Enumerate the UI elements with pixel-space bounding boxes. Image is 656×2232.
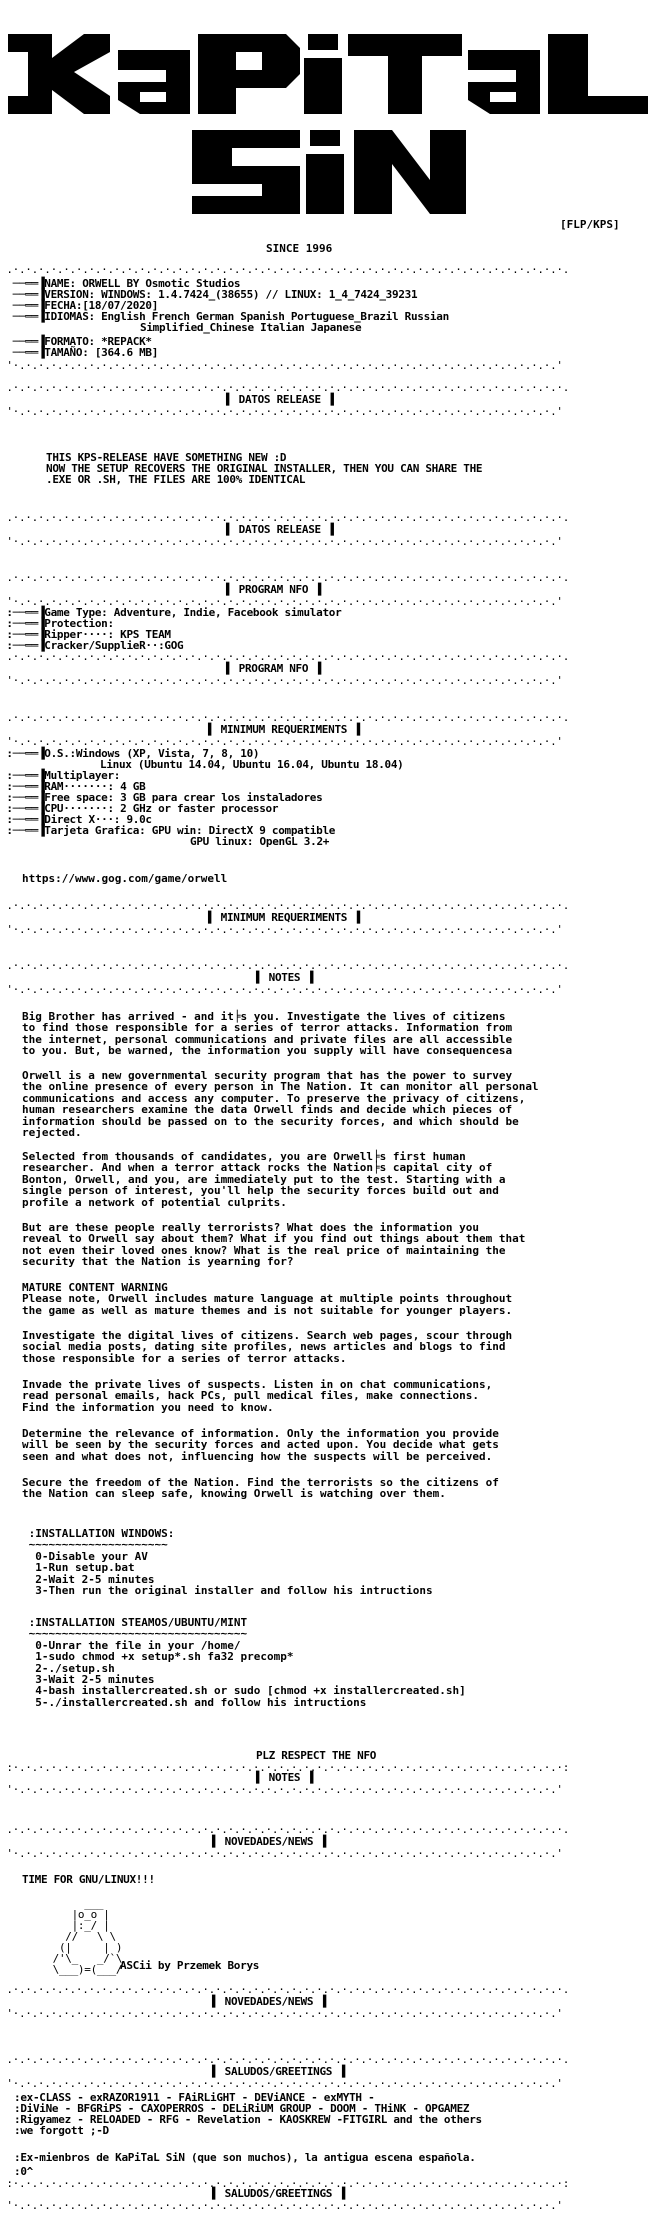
greet-3: :Rigyamez - RELOADED - RFG - Revelation - KAOSKREW -FITGIRL and the others <box>14 2113 482 2126</box>
divider: .·.·.·.·.·.·.·.·.·.·.·.·.·.·.·.·.·.·.·.·.·.·.·.·.·.·.·.·.·.·.·.·.·.·.·.·.·.·.·.·.·.·.·.·. <box>0 1983 570 1996</box>
min-gpu: :──══▐Tarjeta Grafica: GPU win: DirectX 9 compatible <box>0 824 336 837</box>
notes-p9: Secure the freedom of the Nation. Find the terrorists so the citizens of the Nation can sleep safe, knowing Orwell is watching over them. <box>22 1476 499 1501</box>
section-minimum: ▌ MINIMUM REQUERIMENTS ▐ <box>208 723 360 736</box>
min-gpu-2: GPU linux: OpenGL 3.2+ <box>190 835 330 848</box>
info-tamano: ──══▐TAMAÑO: [364.6 MB] <box>0 346 159 359</box>
program-type: :──══▐Game Type: Adventure, Indie, Facebook simulator <box>0 606 342 619</box>
min-os: :──══▐O.S.:Windows (XP, Vista, 7, 8, 10) <box>0 747 260 760</box>
datos-line-3: .EXE OR .SH, THE FILES ARE 100% IDENTICAL <box>46 473 306 486</box>
news-time: TIME FOR GNU/LINUX!!! <box>22 1873 155 1886</box>
notes-p1: Big Brother has arrived - and it╞s you. Investigate the lives of citizens to find those responsible for a series of terror attacks. Information from the internet, personal communications and private files are all accessible to you. But, be warned, the information you supply will have consequencesa <box>22 1010 513 1058</box>
section-notes-end: ▌ NOTES ▐ <box>256 1771 313 1784</box>
divider: .·.·.·.·.·.·.·.·.·.·.·.·.·.·.·.·.·.·.·.·.·.·.·.·.·.·.·.·.·.·.·.·.·.·.·.·.·.·.·.·.·.·.·.·. <box>0 511 570 524</box>
notes-p3: Selected from thousands of candidates, you are Orwell╞s first human researcher. And when a terror attack rocks the Nation╞s capital city of Bonton, Orwell, and you, are immediately put to the test. Starting with a single person of interest, you'll help the security forces build out and profile a network of potential culprits. <box>22 1150 506 1209</box>
min-dx: :──══▐Direct X···: 9.0c <box>0 813 152 826</box>
install-linux: :INSTALLATION STEAMOS/UBUNTU/MINT ~~~~~~~~~~~~~~~~~~~~~~~~~~~~~~~~~ 0-Unrar the file in your /home/ 1-sudo chmod +x setup*.sh fa32 precomp* 2-./setup.sh 3-Wait 2-5 minutes 4-bash installercreated.sh or sudo [chmod +x installercreated.sh] 5-./installercreated.sh and follow his intructions <box>28 1616 466 1709</box>
divider: '·.·.·.·.·.·.·.·.·.·.·.·.·.·.·.·.·.·.·.·.·.·.·.·.·.·.·.·.·.·.·.·.·.·.·.·.·.·.·.·.·.·.·.' <box>0 595 563 608</box>
greet-2: :DiViNe - BFGRiPS - CAXOPERROS - DELiRiUM GROUP - DOOM - THiNK - OPGAMEZ <box>14 2102 470 2115</box>
divider: :·.·.·.·.·.·.·.·.·.·.·.·.·.·.·.·.·.·.·.·.·.·.·.·.·.·.·.·.·.·.·.·.·.·.·.·.·.·.·.·.·.·.·.·: <box>0 1761 570 1774</box>
divider: .·.·.·.·.·.·.·.·.·.·.·.·.·.·.·.·.·.·.·.·.·.·.·.·.·.·.·.·.·.·.·.·.·.·.·.·.·.·.·.·.·.·.·.·. <box>0 2053 570 2066</box>
divider: .·.·.·.·.·.·.·.·.·.·.·.·.·.·.·.·.·.·.·.·.·.·.·.·.·.·.·.·.·.·.·.·.·.·.·.·.·.·.·.·.·.·.·.·. <box>0 711 570 724</box>
ascii-credit: ASCii by Przemek Borys <box>120 1959 260 1972</box>
min-ram: :──══▐RAM·······: 4 GB <box>0 780 146 793</box>
info-name: ──══▐NAME: ORWELL BY Osmotic Studios <box>0 277 241 290</box>
info-formato: ──══▐FORMATO: *REPACK* <box>0 335 152 348</box>
greet-5: :Ex-mienbros de KaPiTaL SiN (que son muchos), la antigua escena española. <box>14 2151 476 2164</box>
section-saludos-end: ▌ SALUDOS/GREETINGS ▐ <box>212 2187 345 2200</box>
greet-6: :0^ <box>14 2165 33 2178</box>
min-mp: :──══▐Multiplayer: <box>0 769 121 782</box>
since-label: SINCE 1996 <box>266 242 333 255</box>
section-saludos: ▌ SALUDOS/GREETINGS ▐ <box>212 2065 345 2078</box>
datos-line-1: THIS KPS-RELEASE HAVE SOMETHING NEW :D <box>46 451 287 464</box>
datos-line-2: NOW THE SETUP RECOVERS THE ORIGINAL INSTALLER, THEN YOU CAN SHARE THE <box>46 462 483 475</box>
program-ripper: :──══▐Ripper····: KPS TEAM <box>0 628 171 641</box>
divider: '·.·.·.·.·.·.·.·.·.·.·.·.·.·.·.·.·.·.·.·.·.·.·.·.·.·.·.·.·.·.·.·.·.·.·.·.·.·.·.·.·.·.·.' <box>0 2199 563 2212</box>
divider: .·.·.·.·.·.·.·.·.·.·.·.·.·.·.·.·.·.·.·.·.·.·.·.·.·.·.·.·.·.·.·.·.·.·.·.·.·.·.·.·.·.·.·.·. <box>0 959 570 972</box>
divider: '·.·.·.·.·.·.·.·.·.·.·.·.·.·.·.·.·.·.·.·.·.·.·.·.·.·.·.·.·.·.·.·.·.·.·.·.·.·.·.·.·.·.·.' <box>0 1847 563 1860</box>
divider: '·.·.·.·.·.·.·.·.·.·.·.·.·.·.·.·.·.·.·.·.·.·.·.·.·.·.·.·.·.·.·.·.·.·.·.·.·.·.·.·.·.·.·.' <box>0 535 563 548</box>
min-cpu: :──══▐CPU·······: 2 GHz or faster processor <box>0 802 279 815</box>
divider: '·.·.·.·.·.·.·.·.·.·.·.·.·.·.·.·.·.·.·.·.·.·.·.·.·.·.·.·.·.·.·.·.·.·.·.·.·.·.·.·.·.·.·.' <box>0 2077 563 2090</box>
divider: .·.·.·.·.·.·.·.·.·.·.·.·.·.·.·.·.·.·.·.·.·.·.·.·.·.·.·.·.·.·.·.·.·.·.·.·.·.·.·.·.·.·.·.·. <box>0 381 570 394</box>
section-minimum-end: ▌ MINIMUM REQUERIMENTS ▐ <box>208 911 360 924</box>
notes-p2: Orwell is a new governmental security program that has the power to survey the online presence of every person in The Nation. It can monitor all personal communications and access any computer. To preserve the privacy of citizens, human researchers examine the data Orwell finds and decide which pieces of information should be passed on to the security forces, and which should be rejected. <box>22 1069 539 1140</box>
section-datos: ▌ DATOS RELEASE ▐ <box>226 393 334 406</box>
divider: '·.·.·.·.·.·.·.·.·.·.·.·.·.·.·.·.·.·.·.·.·.·.·.·.·.·.·.·.·.·.·.·.·.·.·.·.·.·.·.·.·.·.·.' <box>0 923 563 936</box>
info-fecha: ──══▐FECHA:[18/07/2020] <box>0 299 159 312</box>
divider: .·.·.·.·.·.·.·.·.·.·.·.·.·.·.·.·.·.·.·.·.·.·.·.·.·.·.·.·.·.·.·.·.·.·.·.·.·.·.·.·.·.·.·.·. <box>0 1823 570 1836</box>
notes-p7: Invade the private lives of suspects. Listen in on chat communications, read personal emails, hack PCs, pull medical files, make connections. Find the information you need to know. <box>22 1378 493 1414</box>
tux-ascii: ___ |o_o | |:_/ | // \ \ (| | ) /'\_ _/`\ \___)=(___/ <box>52 1897 123 1976</box>
notes-p8: Determine the relevance of information. Only the information you provide will be seen by the security forces and acted upon. You decide what gets seen and what does not, influencing how the suspects will be perceived. <box>22 1427 499 1463</box>
divider: '·.·.·.·.·.·.·.·.·.·.·.·.·.·.·.·.·.·.·.·.·.·.·.·.·.·.·.·.·.·.·.·.·.·.·.·.·.·.·.·.·.·.·.' <box>0 674 563 687</box>
divider: .·.·.·.·.·.·.·.·.·.·.·.·.·.·.·.·.·.·.·.·.·.·.·.·.·.·.·.·.·.·.·.·.·.·.·.·.·.·.·.·.·.·.·.·. <box>0 899 570 912</box>
divider: '·.·.·.·.·.·.·.·.·.·.·.·.·.·.·.·.·.·.·.·.·.·.·.·.·.·.·.·.·.·.·.·.·.·.·.·.·.·.·.·.·.·.·.' <box>0 983 563 996</box>
info-idiomas-2: Simplified_Chinese Italian Japanese <box>140 321 362 334</box>
notes-p5: MATURE CONTENT WARNING Please note, Orwell includes mature language at multiple points throughout the game as well as mature themes and is not suitable for younger players. <box>22 1281 513 1317</box>
gog-link[interactable]: https://www.gog.com/game/orwell <box>22 872 228 885</box>
divider: .·.·.·.·.·.·.·.·.·.·.·.·.·.·.·.·.·.·.·.·.·.·.·.·.·.·.·.·.·.·.·.·.·.·.·.·.·.·.·.·.·.·.·.·. <box>0 571 570 584</box>
group-tag: [FLP/KPS] <box>560 218 620 231</box>
divider: '·.·.·.·.·.·.·.·.·.·.·.·.·.·.·.·.·.·.·.·.·.·.·.·.·.·.·.·.·.·.·.·.·.·.·.·.·.·.·.·.·.·.·.' <box>0 359 563 372</box>
min-os-2: Linux (Ubuntu 14.04, Ubuntu 16.04, Ubuntu 18.04) <box>100 758 404 771</box>
divider: '·.·.·.·.·.·.·.·.·.·.·.·.·.·.·.·.·.·.·.·.·.·.·.·.·.·.·.·.·.·.·.·.·.·.·.·.·.·.·.·.·.·.·.' <box>0 735 563 748</box>
program-cracker: :──══▐Cracker/SupplieR··:GOG <box>0 639 184 652</box>
divider: '·.·.·.·.·.·.·.·.·.·.·.·.·.·.·.·.·.·.·.·.·.·.·.·.·.·.·.·.·.·.·.·.·.·.·.·.·.·.·.·.·.·.·.' <box>0 405 563 418</box>
greet-1: :ex-CLASS - exRAZOR1911 - FAiRLiGHT - DEViANCE - exMYTH - <box>14 2091 375 2104</box>
section-datos-end: ▌ DATOS RELEASE ▐ <box>226 523 334 536</box>
section-notes: ▌ NOTES ▐ <box>256 971 313 984</box>
notes-p6: Investigate the digital lives of citizens. Search web pages, scour through social media posts, dating site profiles, news articles and blogs to find those responsible for a series of terror attacks. <box>22 1329 513 1365</box>
divider: :·.·.·.·.·.·.·.·.·.·.·.·.·.·.·.·.·.·.·.·.·.·.·.·.·.·.·.·.·.·.·.·.·.·.·.·.·.·.·.·.·.·.·.·: <box>0 2177 570 2190</box>
section-novedades-end: ▌ NOVEDADES/NEWS ▐ <box>212 1995 326 2008</box>
info-version: ──══▐VERSION: WINDOWS: 1.4.7424_(38655) // LINUX: 1_4_7424_39231 <box>0 288 418 301</box>
divider: .·.·.·.·.·.·.·.·.·.·.·.·.·.·.·.·.·.·.·.·.·.·.·.·.·.·.·.·.·.·.·.·.·.·.·.·.·.·.·.·.·.·.·.·. <box>0 263 570 276</box>
section-novedades: ▌ NOVEDADES/NEWS ▐ <box>212 1835 326 1848</box>
kapital-sin-logo <box>0 0 656 260</box>
install-windows: :INSTALLATION WINDOWS: ~~~~~~~~~~~~~~~~~~~~~ 0-Disable your AV 1-Run setup.bat 2-Wait 2-5 minutes 3-Then run the original installer and follow his intructions <box>28 1527 433 1598</box>
greet-4: :we forgott ;-D <box>14 2124 109 2137</box>
program-protection: :──══▐Protection: <box>0 617 114 630</box>
min-free: :──══▐Free space: 3 GB para crear los instaladores <box>0 791 323 804</box>
plz-respect: PLZ RESPECT THE NFO <box>256 1749 377 1762</box>
notes-p4: But are these people really terrorists? What does the information you reveal to Orwell say about them? What if you find out things about them that not even their loved ones know? What is the real price of maintaining the security that the Nation is yearning for? <box>22 1221 526 1269</box>
divider: '·.·.·.·.·.·.·.·.·.·.·.·.·.·.·.·.·.·.·.·.·.·.·.·.·.·.·.·.·.·.·.·.·.·.·.·.·.·.·.·.·.·.·.' <box>0 2007 563 2020</box>
divider: .·.·.·.·.·.·.·.·.·.·.·.·.·.·.·.·.·.·.·.·.·.·.·.·.·.·.·.·.·.·.·.·.·.·.·.·.·.·.·.·.·.·.·.·. <box>0 650 570 663</box>
info-idiomas: ──══▐IDIOMAS: English French German Spanish Portuguese_Brazil Russian <box>0 310 449 323</box>
divider: '·.·.·.·.·.·.·.·.·.·.·.·.·.·.·.·.·.·.·.·.·.·.·.·.·.·.·.·.·.·.·.·.·.·.·.·.·.·.·.·.·.·.·.' <box>0 1783 563 1796</box>
section-program-end: ▌ PROGRAM NFO ▐ <box>226 662 321 675</box>
section-program: ▌ PROGRAM NFO ▐ <box>226 583 321 596</box>
